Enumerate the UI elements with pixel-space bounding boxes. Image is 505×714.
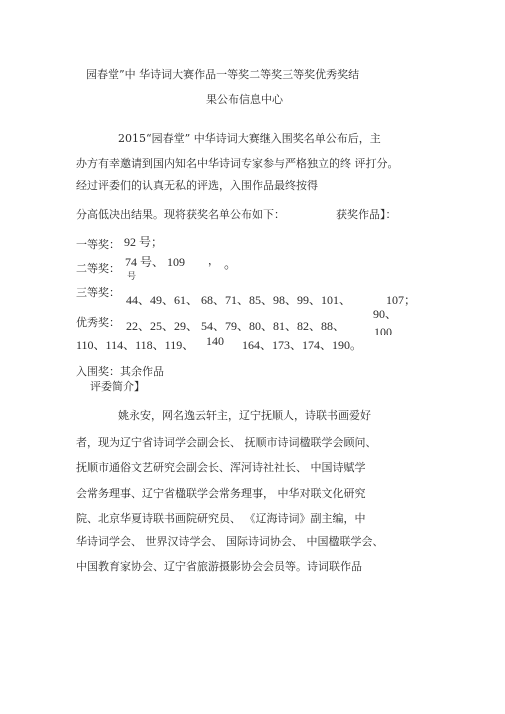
excellent-prize-row-2a: 110、114、118、119、 (76, 338, 195, 352)
excellent-prize-90: 90、 (373, 307, 398, 321)
finalist-line: 入围奖：其余作品 (76, 365, 164, 378)
intro-line-2: 办方有幸邀请到国内知名中华诗词专家参与严格独立的终 评打分。 (76, 157, 399, 170)
judge-bio-line-5: 院、北京华夏诗联书画院研究员、 《辽海诗词》副主编，中 (76, 512, 366, 525)
title-line-2: 果公布信息中心 (206, 93, 283, 106)
excellent-prize-label: 优秀奖： (76, 316, 120, 329)
judge-bio-line-1: 姚永安，网名逸云轩主，辽宁抚顺人，诗联书画爱好 (118, 409, 371, 422)
intro-line-4a: 分高低决出结果。现将获奖名单公布如下： (76, 208, 285, 221)
third-prize-value: 44、49、61、 68、71、85、98、99、101、 (126, 293, 352, 307)
excellent-prize-140: 140 (206, 334, 224, 348)
intro-line-1: 2015“园春堂” 中华诗词大赛继入围奖名单公布后，主 (118, 132, 381, 145)
second-prize-hao: 号 (127, 272, 137, 282)
first-prize-value: 92 号； (124, 235, 164, 249)
third-prize-end: 107； (386, 293, 417, 307)
first-prize-label: 一等奖： (76, 238, 120, 251)
second-prize-label: 二等奖： (76, 262, 120, 275)
third-prize-label: 三等奖： (76, 286, 120, 299)
intro-line-4b: 获奖作品】： (336, 208, 397, 221)
second-prize-value: 74 号、 109 (125, 255, 186, 269)
judge-bio-line-2: 者，现为辽宁省诗词学会副会长、 抚顺市诗词楹联学会顾问、 (76, 436, 377, 449)
judge-bio-line-7: 中国教育家协会、辽宁省旅游摄影协会会员等。诗词联作品 (76, 560, 362, 573)
second-prize-dot: 。 (224, 257, 238, 272)
excellent-prize-row-2b: 164、173、174、190。 (242, 338, 363, 352)
judge-bio-line-6: 华诗词学会、 世界汉诗学会、 国际诗词协会、 中国楹联学会、 (76, 535, 384, 548)
judge-bio-line-3: 抚顺市通俗文艺研究会副会长、浑河诗社社长、 中国诗赋学 (76, 461, 366, 474)
intro-line-3: 经过评委们的认真无私的评选，入围作品最终按得 (76, 179, 318, 192)
title-line-1: 园春堂”中 华诗词大赛作品一等奖二等奖三等奖优秀奖结 (86, 68, 360, 81)
judge-bio-line-4: 会常务理事、辽宁省楹联学会常务理事， 中华对联文化研究 (76, 487, 366, 500)
excellent-prize-value: 22、25、29、 54、79、80、81、82、88、 (126, 319, 346, 333)
judges-heading: 评委简介】 (90, 380, 145, 393)
excellent-prize-100: 100 (374, 326, 392, 335)
second-prize-separator: ， (208, 254, 219, 267)
